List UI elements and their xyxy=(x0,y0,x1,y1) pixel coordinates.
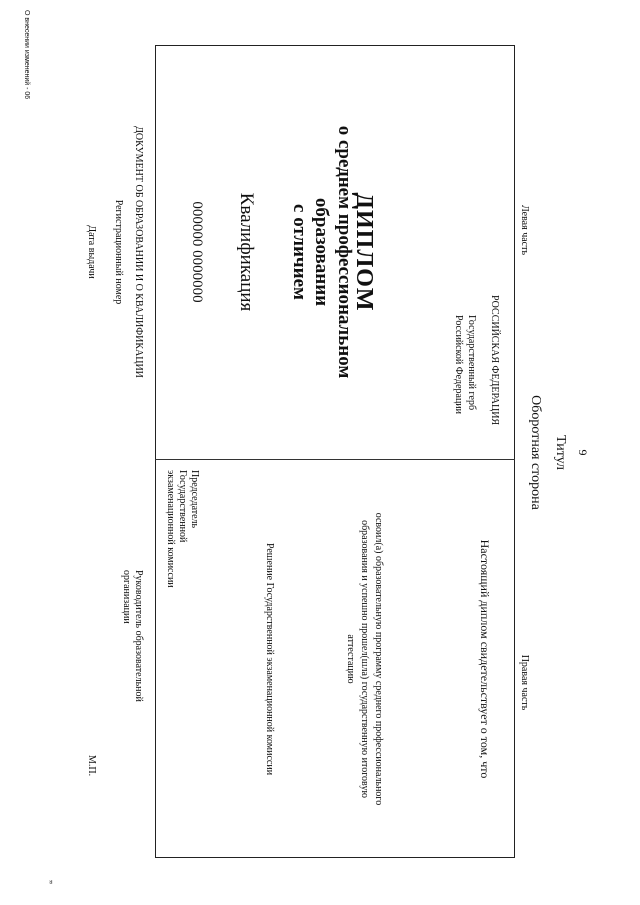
page-heading-side: Оборотная сторона xyxy=(528,395,543,510)
program-line1: освоил(а) образовательную программу среднего профессионального xyxy=(373,512,384,806)
emblem-caption-line1: Государственный герб xyxy=(466,315,477,411)
page-heading-title: Титул xyxy=(553,435,568,470)
left-part-label: Левая часть xyxy=(519,204,530,256)
issue-date-label: Дата выдачи xyxy=(86,225,97,279)
diploma-subtitle-line3: с отличием xyxy=(289,204,310,300)
head-title-line2: организации xyxy=(121,570,132,624)
certifies-statement: Настоящий диплом свидетельствует о том, что xyxy=(478,539,492,779)
emblem-caption-line2: Российской Федерации xyxy=(453,315,464,415)
right-part-label: Правая часть xyxy=(519,654,530,711)
page-number: 9 xyxy=(576,449,590,456)
program-line3: аттестацию xyxy=(345,634,356,684)
registration-number-label: Регистрационный номер xyxy=(113,199,124,305)
diploma-subtitle-line1: о среднем профессиональном xyxy=(334,125,355,379)
head-title-line1: Руководитель образовательной xyxy=(133,570,144,702)
chair-title-line1: Председатель xyxy=(189,470,200,529)
serial-number: 000000 0000000 xyxy=(189,201,205,303)
diploma-title: ДИПЛОМ xyxy=(351,192,377,312)
diploma-subtitle-line2: образовании xyxy=(311,197,332,307)
country-name: РОССИЙСКАЯ ФЕДЕРАЦИЯ xyxy=(489,295,500,426)
seal-placeholder: М.П. xyxy=(86,755,97,777)
chair-title-line2: Государственной xyxy=(177,470,188,543)
spread-divider xyxy=(155,459,515,460)
program-line2: образования и успешно прошел(шла) государственную итоговую xyxy=(359,520,370,798)
qualification-heading: Квалификация xyxy=(236,192,257,312)
document-type: ДОКУМЕНТ ОБ ОБРАЗОВАНИИ И О КВАЛИФИКАЦИИ xyxy=(133,126,144,378)
footer-note: О внесении изменений - 06 xyxy=(23,10,30,100)
chair-title-line3: экзаменационной комиссии xyxy=(165,470,176,588)
commission-decision: Решение Государственной экзаменационной комиссии xyxy=(264,542,275,776)
scan-mark: „ xyxy=(48,880,62,884)
